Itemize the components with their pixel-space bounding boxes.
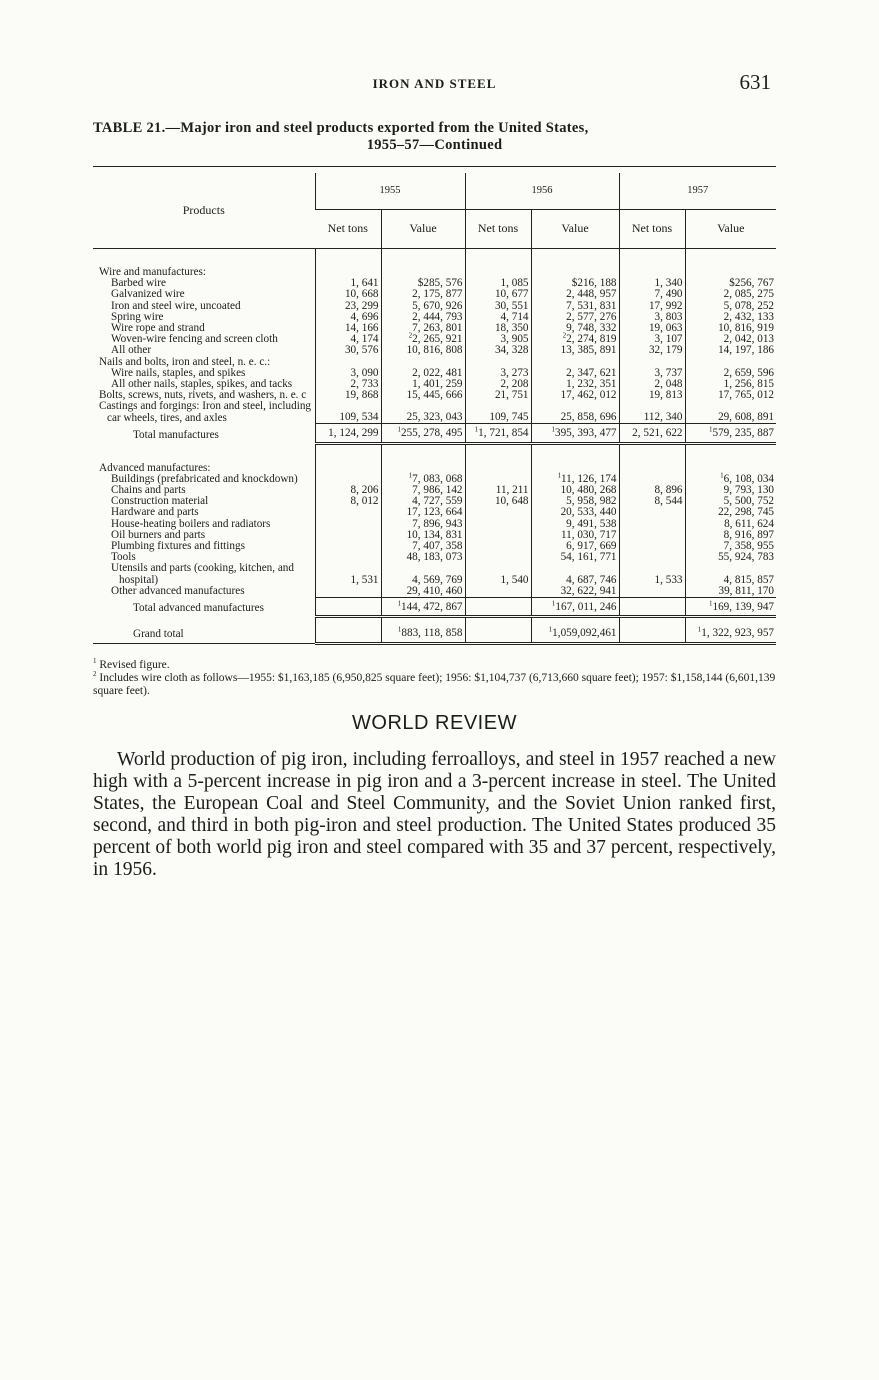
footnote-ref: 1 [551, 425, 555, 434]
value-cell: 1, 256, 815 [685, 379, 776, 390]
value-cell: 5, 670, 926 [381, 301, 465, 312]
net-tons-cell [465, 617, 531, 644]
value-cell: $256, 767 [685, 278, 776, 289]
col-net-tons: Net tons [465, 210, 531, 249]
net-tons-cell [619, 617, 685, 644]
value-cell: 25, 858, 696 [531, 401, 619, 423]
product-label: Utensils and parts (cooking, kitchen, and hospital) [111, 562, 294, 586]
value-cell: 11, 030, 717 [531, 530, 619, 541]
net-tons-cell: 10, 677 [465, 289, 531, 300]
net-tons-cell: 3, 090 [315, 368, 381, 379]
product-label: Plumbing fixtures and fittings [111, 539, 245, 552]
net-tons-cell: 2, 208 [465, 379, 531, 390]
value-cell: 2, 448, 957 [531, 289, 619, 300]
product-label: House-heating boilers and radiators [111, 517, 271, 530]
product-label: Other advanced manufactures [111, 585, 245, 598]
value-cell: 14, 197, 186 [685, 345, 776, 356]
table-title-line1: TABLE 21.—Major iron and steel products exported from the United States, [93, 120, 589, 136]
grand-total-row [93, 617, 776, 644]
product-label: Spring wire [111, 310, 164, 323]
table-row [93, 289, 776, 300]
value-cell: 10, 816, 808 [381, 345, 465, 356]
net-tons-cell [619, 552, 685, 563]
footnote-ref: 2 [562, 331, 567, 340]
table-top-rule [93, 166, 776, 167]
year-1957: 1957 [619, 173, 776, 210]
value-cell: 48, 183, 073 [381, 552, 465, 563]
net-tons-cell: 14, 166 [315, 323, 381, 334]
year-1956: 1956 [465, 173, 619, 210]
value-cell: 7, 986, 142 [381, 485, 465, 496]
product-label: Wire nails, staples, and spikes [111, 366, 246, 379]
net-tons-cell: 4, 696 [315, 312, 381, 323]
net-tons-cell: 1, 540 [465, 563, 531, 585]
footnote-ref: 1 [474, 425, 479, 434]
running-head [93, 70, 776, 100]
value-cell: 5, 500, 752 [685, 496, 776, 507]
value-cell: 6, 917, 669 [531, 541, 619, 552]
net-tons-cell: 109, 745 [465, 401, 531, 423]
net-tons-cell: 4, 174 [315, 334, 381, 345]
product-label: Woven-wire fencing and screen cloth [111, 333, 278, 346]
net-tons-cell [315, 541, 381, 552]
table-row [93, 401, 776, 423]
product-label: Bolts, screws, nuts, rivets, and washers, n. e. c [99, 389, 307, 402]
col-value: Value [685, 210, 776, 249]
net-tons-cell [619, 530, 685, 541]
net-tons-cell: 3, 905 [465, 334, 531, 345]
net-tons-cell: $^1$1, 721, 854 [465, 424, 531, 443]
product-label: All other [111, 344, 152, 357]
net-tons-cell: 17, 992 [619, 301, 685, 312]
net-tons-cell: 1, 124, 299 [315, 424, 381, 443]
net-tons-cell: 23, 299 [315, 301, 381, 312]
value-cell: 2, 432, 133 [685, 312, 776, 323]
footnotes [93, 659, 776, 698]
value-cell: 55, 924, 783 [685, 552, 776, 563]
net-tons-cell [465, 507, 531, 518]
value-cell: 39, 811, 170 [685, 586, 776, 598]
net-tons-cell [619, 507, 685, 518]
value-cell: 8, 611, 624 [685, 519, 776, 530]
net-tons-cell: 1, 531 [315, 563, 381, 585]
net-tons-cell: 8, 012 [315, 496, 381, 507]
net-tons-cell [315, 552, 381, 563]
value-cell: 4, 815, 857 [685, 563, 776, 585]
product-label: Construction material [111, 495, 209, 508]
value-cell: $^1$167, 011, 246 [531, 597, 619, 616]
value-cell: 9, 491, 538 [531, 519, 619, 530]
value-cell: 2, 659, 596 [685, 368, 776, 379]
value-cell: 4, 727, 559 [381, 496, 465, 507]
value-cell: 2, 175, 877 [381, 289, 465, 300]
value-cell: 4, 569, 769 [381, 563, 465, 585]
net-tons-cell: 10, 668 [315, 289, 381, 300]
net-tons-cell: 2, 733 [315, 379, 381, 390]
net-tons-cell: 3, 107 [619, 334, 685, 345]
net-tons-cell: 2, 521, 622 [619, 424, 685, 443]
footnote-1: $^1$ Revised figure. [93, 657, 170, 672]
net-tons-cell [465, 552, 531, 563]
group-label: Advanced manufactures: [99, 461, 211, 474]
table-row [93, 345, 776, 356]
value-cell: 29, 608, 891 [685, 401, 776, 423]
net-tons-cell [619, 519, 685, 530]
value-cell: $^2$2, 265, 921 [381, 334, 465, 345]
net-tons-cell: 4, 714 [465, 312, 531, 323]
net-tons-cell: 34, 328 [465, 345, 531, 356]
net-tons-cell: 1, 641 [315, 278, 381, 289]
value-cell: 2, 022, 481 [381, 368, 465, 379]
value-cell: $^1$255, 278, 495 [381, 424, 465, 443]
value-cell: 2, 444, 793 [381, 312, 465, 323]
net-tons-cell [315, 507, 381, 518]
col-value: Value [531, 210, 619, 249]
product-label: Hardware and parts [111, 506, 199, 519]
net-tons-cell: 30, 551 [465, 301, 531, 312]
product-label: Chains and parts [111, 483, 186, 496]
value-cell: 2, 347, 621 [531, 368, 619, 379]
value-cell: 29, 410, 460 [381, 586, 465, 598]
value-cell: $^1$6, 108, 034 [685, 474, 776, 485]
net-tons-cell: 21, 751 [465, 390, 531, 401]
value-cell: $^1$11, 126, 174 [531, 474, 619, 485]
value-cell: 9, 748, 332 [531, 323, 619, 334]
table-title [93, 120, 776, 154]
product-label: Oil burners and parts [111, 528, 206, 541]
value-cell: $216, 188 [531, 278, 619, 289]
value-cell: 54, 161, 771 [531, 552, 619, 563]
footnote-ref: 1 [397, 425, 401, 434]
footnote-ref: 1 [397, 625, 402, 634]
net-tons-cell [465, 530, 531, 541]
table-row [93, 563, 776, 585]
table-title-line2: 1955–57—Continued [366, 137, 503, 153]
net-tons-cell [465, 586, 531, 598]
running-title: IRON AND STEEL [372, 76, 497, 91]
value-cell: 7, 896, 943 [381, 519, 465, 530]
value-cell: $^2$2, 274, 819 [531, 334, 619, 345]
body-paragraph: World production of pig iron, including ferroalloys, and steel in 1957 reached a new high with a 5-percent increase in pig iron and a 3-percent increase in steel. The United States, the European Coal and Steel Community, and the Soviet Union ranked first, second, and third in both pig-iron and steel production. The United States produced 35 percent of both world pig iron and steel compared with 35 and 37 percent, respectively, in 1956. [93, 749, 776, 881]
value-cell: $285, 576 [381, 278, 465, 289]
value-cell: $^1$883, 118, 858 [381, 617, 465, 644]
value-cell: 10, 134, 831 [381, 530, 465, 541]
value-cell: 2, 085, 275 [685, 289, 776, 300]
value-cell: 32, 622, 941 [531, 586, 619, 598]
net-tons-cell [619, 541, 685, 552]
product-label: Barbed wire [111, 277, 166, 290]
net-tons-cell [315, 586, 381, 598]
value-cell: $^1$579, 235, 887 [685, 424, 776, 443]
net-tons-cell: 19, 063 [619, 323, 685, 334]
value-cell: 5, 958, 982 [531, 496, 619, 507]
value-cell: 10, 816, 919 [685, 323, 776, 334]
value-cell: 7, 263, 801 [381, 323, 465, 334]
net-tons-cell: 8, 544 [619, 496, 685, 507]
value-cell: 5, 078, 252 [685, 301, 776, 312]
value-cell: 7, 358, 955 [685, 541, 776, 552]
net-tons-cell [619, 586, 685, 598]
group-label: Wire and manufactures: [99, 266, 207, 278]
value-cell: $^1$169, 139, 947 [685, 597, 776, 616]
net-tons-cell: 112, 340 [619, 401, 685, 423]
footnote-ref: 1 [708, 425, 713, 434]
footnote-ref: 1 [697, 625, 702, 634]
value-cell: 4, 687, 746 [531, 563, 619, 585]
net-tons-cell: 19, 868 [315, 390, 381, 401]
net-tons-cell: 10, 648 [465, 496, 531, 507]
net-tons-cell: 11, 211 [465, 485, 531, 496]
net-tons-cell: 7, 490 [619, 289, 685, 300]
net-tons-cell: 32, 179 [619, 345, 685, 356]
product-label: Galvanized wire [111, 288, 185, 301]
value-cell: 7, 407, 358 [381, 541, 465, 552]
value-cell: 17, 462, 012 [531, 390, 619, 401]
net-tons-cell: 19, 813 [619, 390, 685, 401]
footnote-ref: 1 [408, 471, 413, 480]
value-cell: 20, 533, 440 [531, 507, 619, 518]
footnote-ref: 1 [708, 599, 713, 608]
value-cell: 1, 401, 259 [381, 379, 465, 390]
net-tons-cell [465, 597, 531, 616]
footnote-ref: 1 [551, 599, 556, 608]
col-net-tons: Net tons [619, 210, 685, 249]
net-tons-cell: 1, 085 [465, 278, 531, 289]
net-tons-cell: 8, 206 [315, 485, 381, 496]
footnote-ref: 1 [548, 625, 553, 634]
net-tons-cell [465, 541, 531, 552]
value-cell: 7, 531, 831 [531, 301, 619, 312]
net-tons-cell: 2, 048 [619, 379, 685, 390]
value-cell: $^1$144, 472, 867 [381, 597, 465, 616]
year-1955: 1955 [315, 173, 465, 210]
value-cell: 17, 123, 664 [381, 507, 465, 518]
net-tons-cell: 1, 340 [619, 278, 685, 289]
value-cell: 25, 323, 043 [381, 401, 465, 423]
net-tons-cell: 8, 896 [619, 485, 685, 496]
total-row [93, 424, 776, 443]
value-cell: 2, 042, 013 [685, 334, 776, 345]
footnote-ref: 1 [557, 471, 561, 480]
section-title: WORLD REVIEW [352, 712, 517, 735]
page-number: 631 [739, 70, 771, 94]
net-tons-cell [465, 519, 531, 530]
product-label: Iron and steel wire, uncoated [111, 299, 241, 312]
net-tons-cell: 3, 737 [619, 368, 685, 379]
net-tons-cell: 3, 273 [465, 368, 531, 379]
total-row [93, 597, 776, 616]
table-row [93, 586, 776, 598]
value-cell: $^1$1, 322, 923, 957 [685, 617, 776, 644]
net-tons-cell: 109, 534 [315, 401, 381, 423]
footnote-ref: 1 [720, 471, 724, 480]
col-products: Products [93, 173, 315, 249]
value-cell: 17, 765, 012 [685, 390, 776, 401]
net-tons-cell: 3, 803 [619, 312, 685, 323]
value-cell: 8, 916, 897 [685, 530, 776, 541]
value-cell: 22, 298, 745 [685, 507, 776, 518]
value-cell: $^1$395, 393, 477 [531, 424, 619, 443]
footnote-ref: 1 [397, 599, 401, 608]
value-cell: 2, 577, 276 [531, 312, 619, 323]
col-value: Value [381, 210, 465, 249]
net-tons-cell [315, 519, 381, 530]
footnote-ref: 2 [408, 331, 413, 340]
net-tons-cell [315, 597, 381, 616]
footnote-2: $^2$ Includes wire cloth as follows—1955: $1,163,185 (6,950,825 square feet); 1956: $1,104,737 (6,713,660 square feet); 1957: $1,158,144 (6,601,139 square feet). [93, 670, 776, 698]
net-tons-cell [619, 597, 685, 616]
net-tons-cell [315, 530, 381, 541]
value-cell: 13, 385, 891 [531, 345, 619, 356]
product-label: Grand total [93, 617, 315, 644]
col-net-tons: Net tons [315, 210, 381, 249]
value-cell: 10, 480, 268 [531, 485, 619, 496]
value-cell: 1, 232, 351 [531, 379, 619, 390]
product-label: All other nails, staples, spikes, and tacks [111, 378, 293, 391]
value-cell: $^1$1,059,092,461 [531, 617, 619, 644]
net-tons-cell: 18, 350 [465, 323, 531, 334]
product-label: Total manufactures [133, 428, 219, 441]
net-tons-cell: 1, 533 [619, 563, 685, 585]
net-tons-cell: 30, 576 [315, 345, 381, 356]
group-label: Nails and bolts, iron and steel, n. e. c.: [99, 355, 271, 368]
table-row [93, 507, 776, 518]
net-tons-cell [315, 617, 381, 644]
value-cell: 9, 793, 130 [685, 485, 776, 496]
value-cell: $^1$7, 083, 068 [381, 474, 465, 485]
product-label: Buildings (prefabricated and knockdown) [111, 472, 298, 485]
product-label: Tools [111, 551, 136, 564]
exports-table [93, 173, 776, 645]
product-label: Wire rope and strand [111, 322, 205, 335]
product-label: Castings and forgings: Iron and steel, including car wheels, tires, and axles [99, 400, 312, 424]
document-page [93, 70, 776, 881]
product-label: Total advanced manufactures [133, 602, 264, 615]
value-cell: 15, 445, 666 [381, 390, 465, 401]
